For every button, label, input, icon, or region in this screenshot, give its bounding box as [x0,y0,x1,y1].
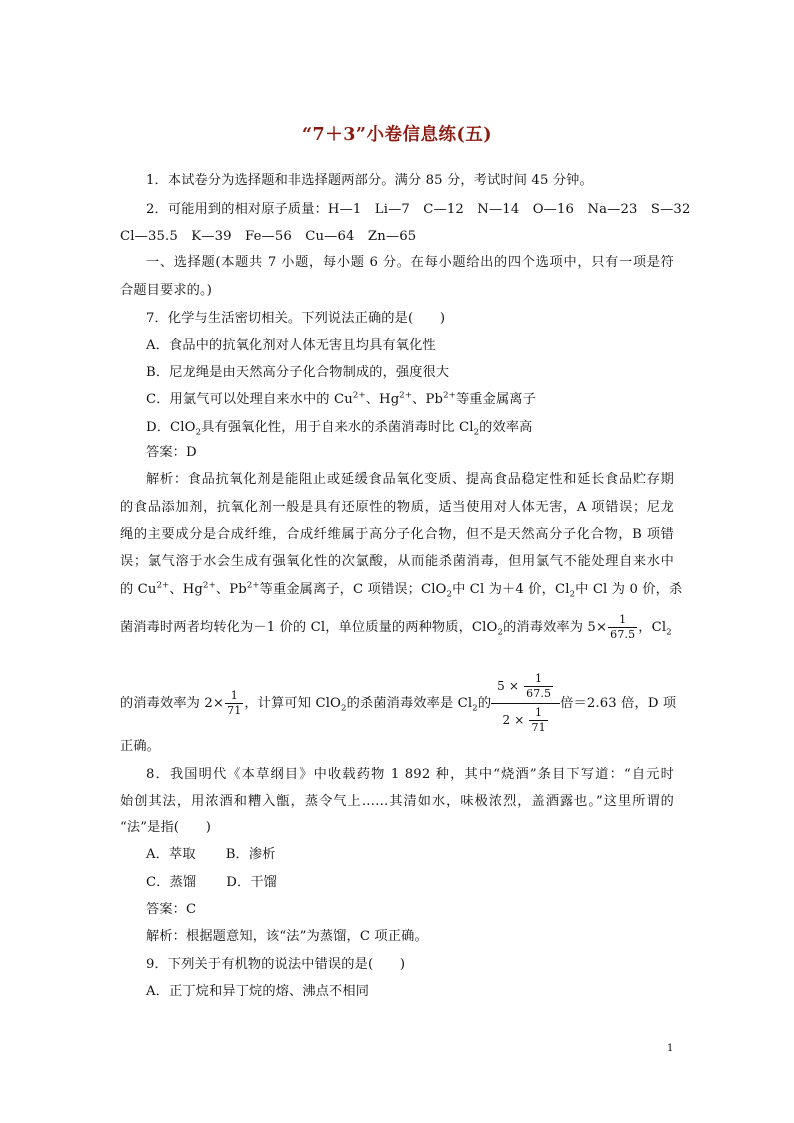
q7-explanation-1: 解析：食品抗氧化剂是能阻止或延缓食品氧化变质、提高食品稳定性和延长食品贮存期 [146,472,674,487]
q7-option-c: C．用氯气可以处理自来水中的 $Cu^{2+}$、$Hg^{2+}$、$Pb^{2+}$等重金属离子 [146,390,536,407]
q8-answer: 答案：C [146,902,197,917]
q7-explanation-7: 的消毒效率为 2× $\frac{1}{71}$ ，计算可知 ClO$_2$的杀菌消毒效率是 $Cl_2$的 5 × $\frac{1}{67.5}$ 2 × $\frac{1}{71}$ 倍＝2.63 倍，D 项 [120,672,677,734]
q7-explanation-3: 绳的主要成分是合成纤维，合成纤维属于高分子化合物，但不是天然高分子化合物，B 项错 [120,527,674,542]
q8-stem-2: 始创其法，用浓酒和糟入甑，蒸令气上……其清如水，味极浓烈，盖酒露也。”这里所谓的 [120,794,674,809]
q8-stem-3: “法”是指( ) [120,820,212,835]
q7-option-a: A．食品中的抗氧化剂对人体无害且均具有氧化性 [146,338,436,353]
q7-stem: 7．化学与生活密切相关。下列说法正确的是( ) [146,311,446,326]
note-1: 1．本试卷分为选择题和非选择题两部分。满分 85 分，考试时间 45 分钟。 [146,173,593,188]
note-2: 2．可能用到的相对原子质量：H—1 Li—7 C—12 N—14 O—16 Na—23 S—32 [146,202,691,217]
q8-options-cd: C．蒸馏 D．干馏 [146,875,278,890]
fraction-1-over-71: $\frac{1}{71}$ [227,689,242,717]
q8-explanation: 解析：根据题意知，该“法”为蒸馏，C 项正确。 [146,929,428,944]
q8-stem-1: 8．我国明代《本草纲目》中收载药物 1 892 种，其中“烧酒”条目下写道：“自元时 [146,767,674,782]
efficiency-ratio-fraction: 5 × $\frac{1}{67.5}$ 2 × $\frac{1}{71}$ [491,672,560,735]
section-heading: 一、选择题(本题共 7 小题，每小题 6 分。在每小题给出的四个选项中，只有一项是符 [146,255,674,270]
page-title: “7＋3”小卷信息练(五) [301,125,493,145]
q9-option-a: A．正丁烷和异丁烷的熔、沸点不相同 [146,984,370,999]
q7-answer: 答案：D [146,445,197,460]
q7-option-d: D．ClO$_2$具有强氧化性，用于自来水的杀菌消毒时比 $Cl_2$的效率高 [146,420,533,438]
q7-explanation-2: 的食品添加剂，抗氧化剂一般是具有还原性的物质，适当使用对人体无害，A 项错误；尼龙 [120,500,674,515]
page-number: 1 [667,1043,674,1054]
q7-explanation-6: 菌消毒时两者均转化为－1 价的 Cl，单位质量的两种物质，ClO$_2$的消毒效率为 5× $\frac{1}{67.5}$ ，$Cl_2$ [120,613,672,641]
q7-explanation-4: 误；氯气溶于水会生成有强氧化性的次氯酸，从而能杀菌消毒，但用氯气不能处理自来水中 [120,554,674,569]
q7-explanation-8: 正确。 [120,739,161,754]
q9-stem: 9．下列关于有机物的说法中错误的是( ) [146,957,406,972]
note-2-cont: Cl—35.5 K—39 Fe—56 Cu—64 Zn—65 [120,229,417,244]
fraction-1-over-67.5: $\frac{1}{67.5}$ [610,613,636,641]
q7-option-b: B．尼龙绳是由天然高分子化合物制成的，强度很大 [146,365,450,380]
q7-explanation-5: 的 $Cu^{2+}$、$Hg^{2+}$、$Pb^{2+}$等重金属离子，C 项错误；ClO$_2$中 Cl 为＋4 价，$Cl_2$中 Cl 为 0 价，杀 [120,580,683,600]
q8-options-ab: A．萃取 B．渗析 [146,847,276,862]
section-heading-cont: 合题目要求的。) [120,283,213,298]
